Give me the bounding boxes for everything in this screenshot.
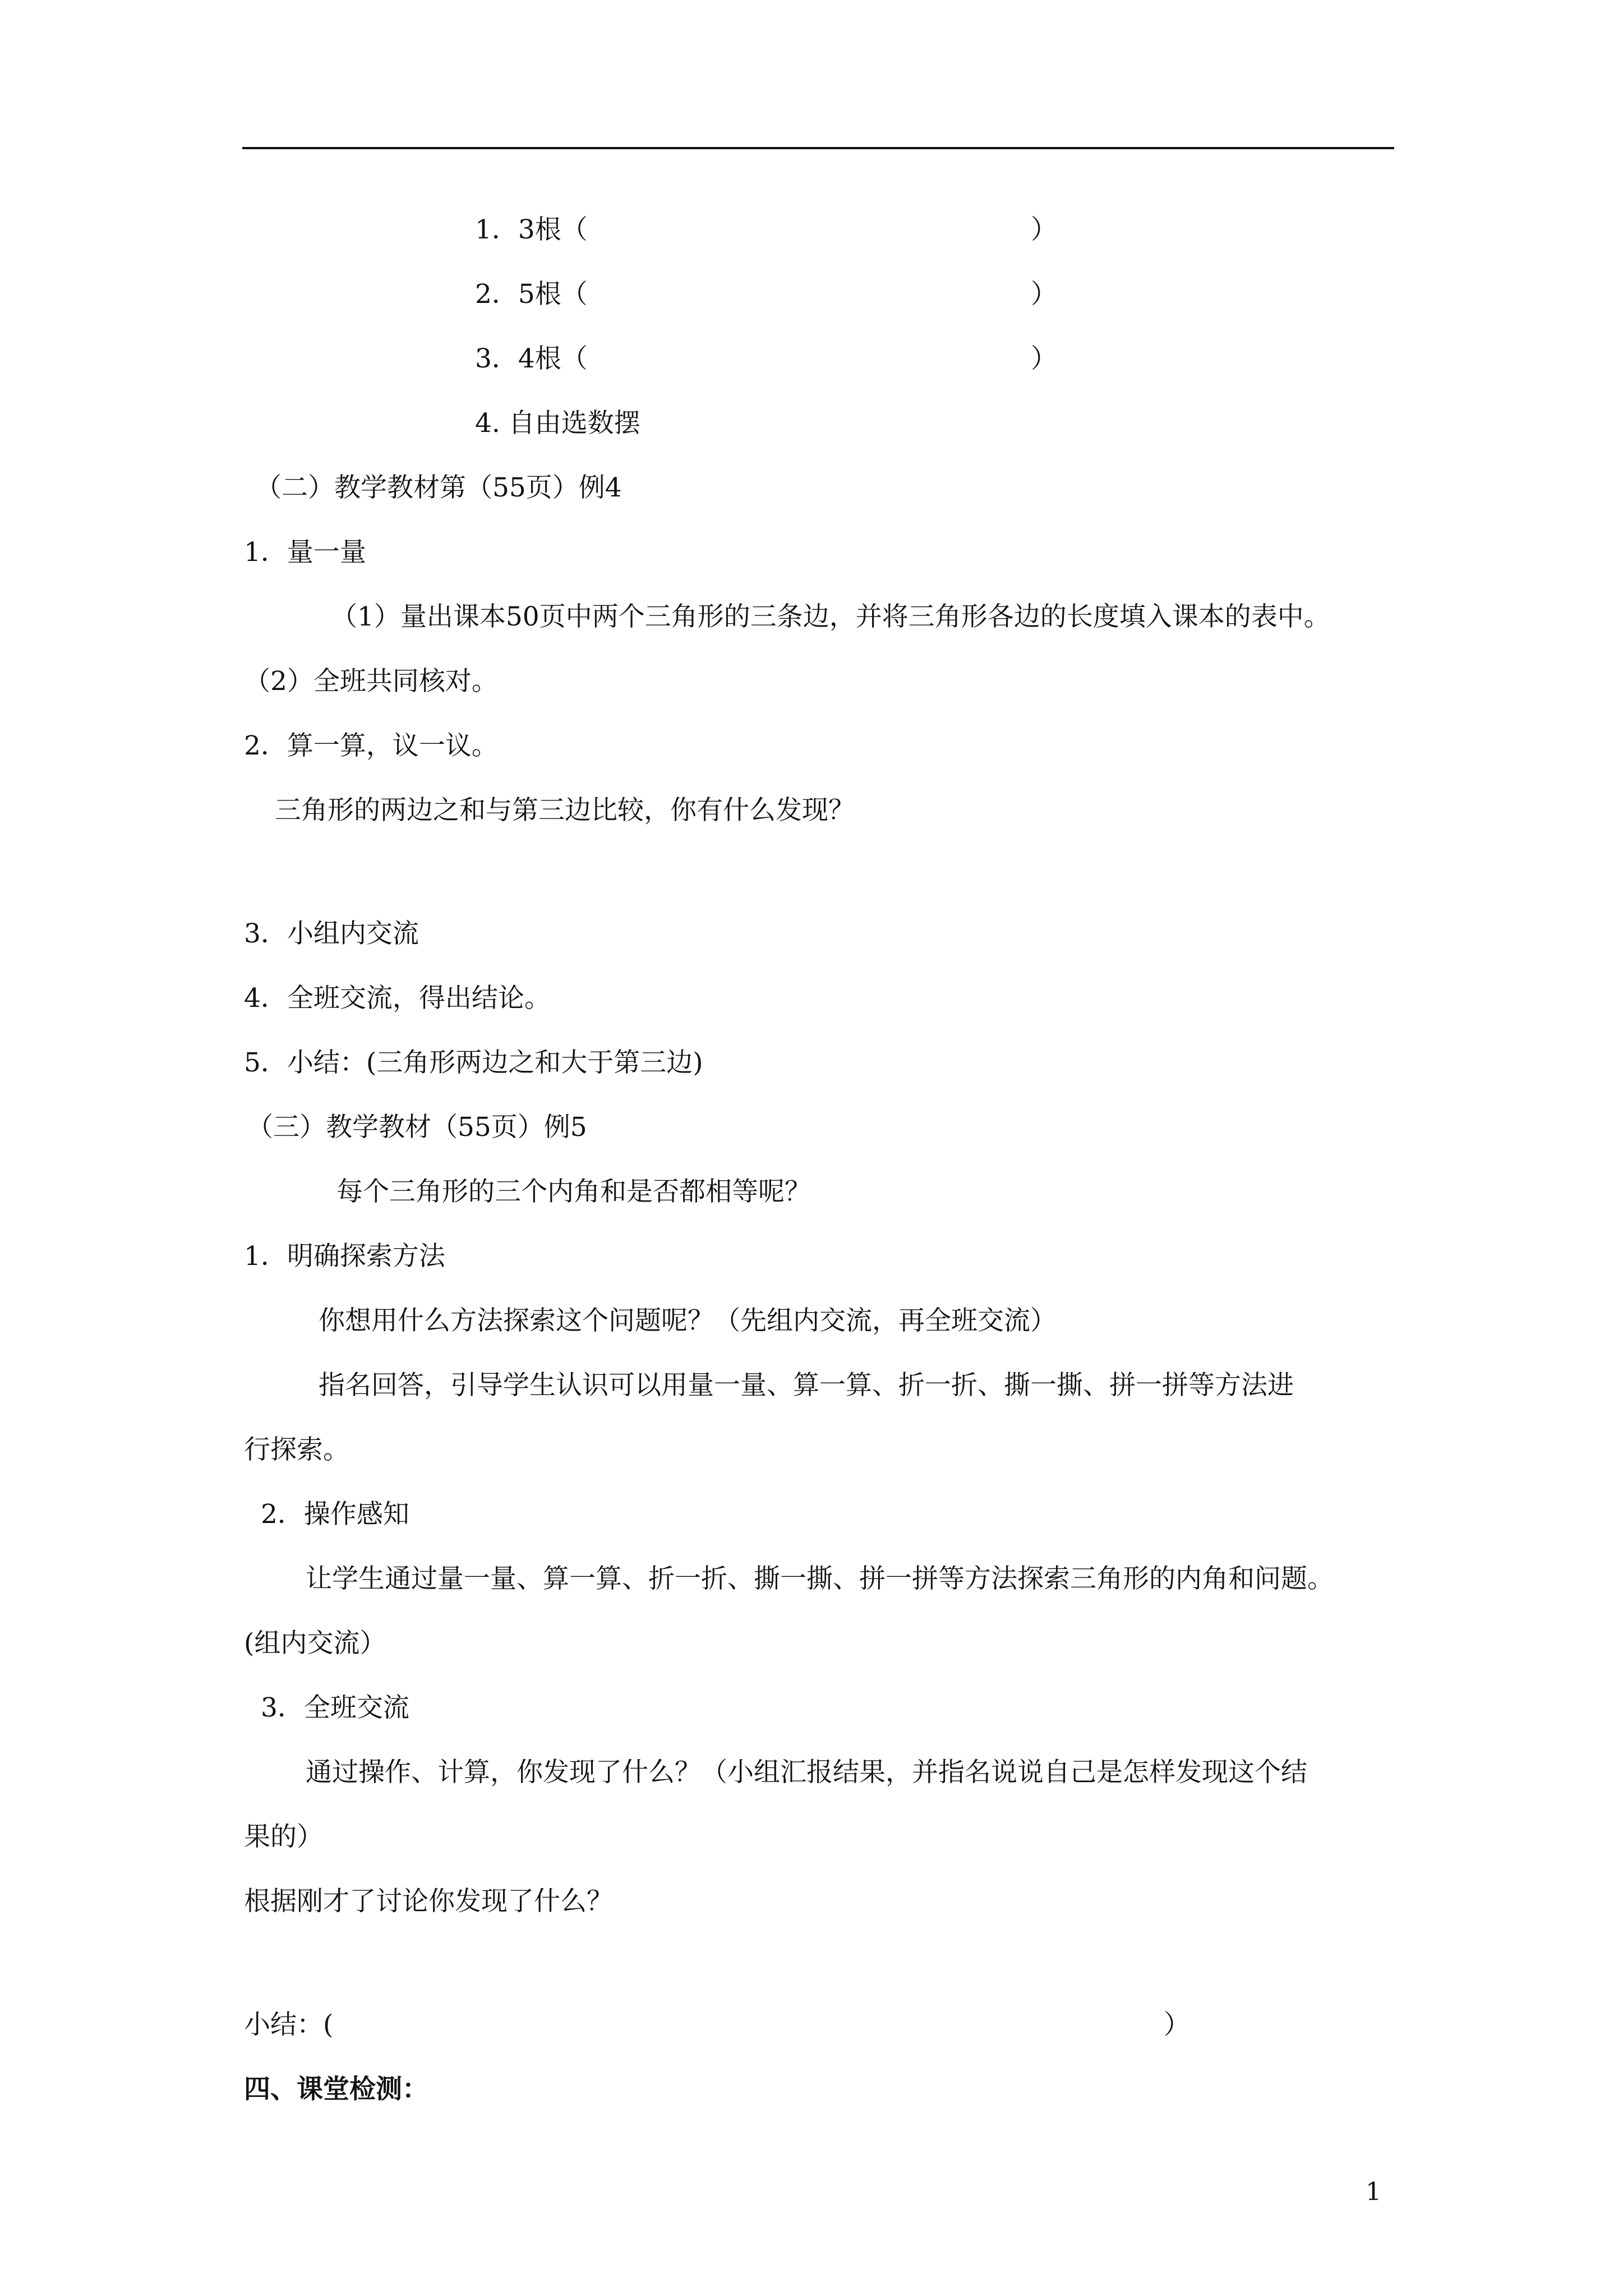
step-heading: 3．全班交流 bbox=[261, 1692, 409, 1723]
step-heading: 1．量一量 bbox=[244, 537, 366, 568]
summary-close-paren: ） bbox=[1164, 2009, 1190, 2040]
step-heading: 5．小结：(三角形两边之和大于第三边) bbox=[244, 1047, 703, 1078]
step-heading: 2．算一算，议一议。 bbox=[244, 730, 498, 761]
paragraph: 果的） bbox=[244, 1821, 323, 1852]
paragraph: (组内交流） bbox=[244, 1628, 386, 1659]
paragraph: 每个三角形的三个内角和是否都相等呢？ bbox=[336, 1176, 811, 1207]
list-item bbox=[475, 342, 588, 376]
summary-label: 小结：( bbox=[244, 2009, 334, 2040]
paragraph: 通过操作、计算，你发现了什么？（小组汇报结果，并指名说说自己是怎样发现这个结 bbox=[306, 1757, 1307, 1788]
paragraph: 指名回答，引导学生认识可以用量一量、算一算、折一折、撕一撕、拼一拼等方法进 bbox=[319, 1370, 1294, 1401]
paragraph: 行探索。 bbox=[244, 1434, 349, 1465]
paragraph: 根据刚才了讨论你发现了什么？ bbox=[244, 1886, 613, 1917]
item-label: 1．3根（ bbox=[475, 214, 588, 245]
section-heading: （三）教学教材（55页）例5 bbox=[247, 1112, 587, 1143]
step-heading: 3．小组内交流 bbox=[244, 918, 419, 949]
item-close-paren: ） bbox=[1031, 343, 1057, 374]
paragraph: 你想用什么方法探索这个问题呢？（先组内交流，再全班交流） bbox=[319, 1305, 1057, 1336]
section-heading: 四、课堂检测： bbox=[244, 2074, 428, 2105]
list-item bbox=[475, 278, 588, 311]
page-number: 1 bbox=[1366, 2178, 1381, 2206]
paragraph: 三角形的两边之和与第三边比较，你有什么发现？ bbox=[275, 795, 855, 826]
paragraph: 让学生通过量一量、算一算、折一折、撕一撕、拼一拼等方法探索三角形的内角和问题。 bbox=[306, 1563, 1334, 1594]
list-item: 4. 自由选数摆 bbox=[475, 408, 640, 439]
step-heading: 2．操作感知 bbox=[261, 1499, 409, 1530]
item-label: 2．5根（ bbox=[475, 279, 588, 310]
list-item bbox=[475, 213, 588, 247]
section-heading: （二）教学教材第（55页）例4 bbox=[255, 472, 622, 503]
paragraph: （2）全班共同核对。 bbox=[244, 666, 498, 697]
item-close-paren: ） bbox=[1031, 279, 1057, 310]
step-heading: 1．明确探索方法 bbox=[244, 1241, 445, 1272]
item-label: 3．4根（ bbox=[475, 343, 588, 374]
step-heading: 4．全班交流，得出结论。 bbox=[244, 983, 551, 1014]
header-rule bbox=[242, 147, 1394, 149]
paragraph: （1）量出课本50页中两个三角形的三条边，并将三角形各边的长度填入课本的表中。 bbox=[331, 601, 1330, 632]
item-close-paren: ） bbox=[1031, 214, 1057, 245]
